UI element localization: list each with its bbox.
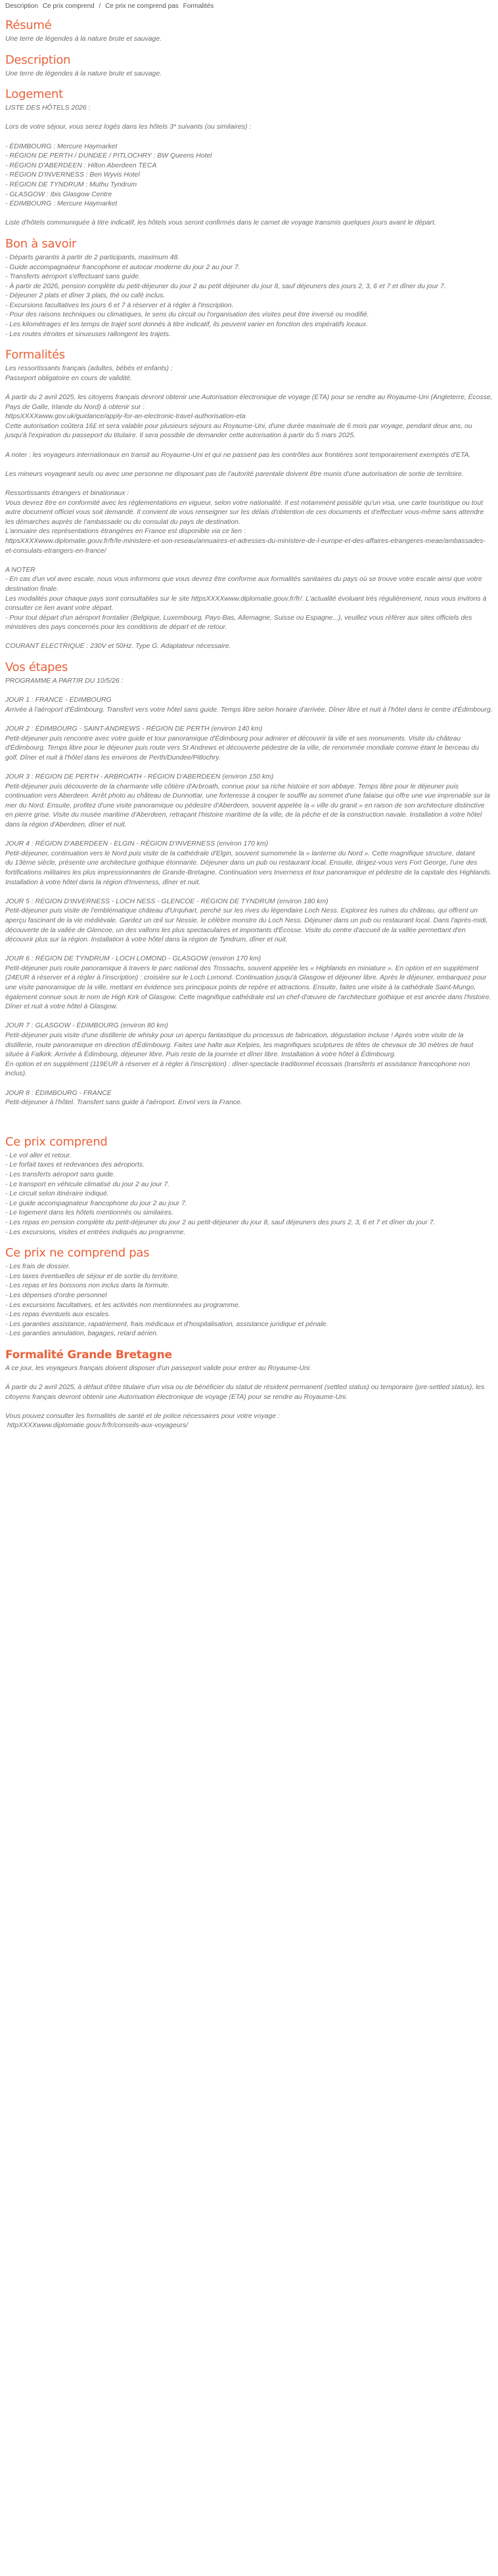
section-title-formalites: Formalités (5, 348, 65, 362)
breadcrumb-item-formalites[interactable]: Formalités (183, 3, 214, 10)
section-title-resume: Résumé (5, 18, 52, 32)
section-resume (5, 19, 493, 45)
section-title-bon-a-savoir: Bon à savoir (5, 236, 77, 251)
section-body-prix-ne-comprend-pas: - Les frais de dossier. - Les taxes éventuelles de séjour et de sortie du territoire. - Les repas et les boissons non inclus dans la formule. - Les dépenses d'ordre personnel - Les excursions facultatives, et les activités non mentionnées au programme. - Les repas éventuels aux escales. - Les garanties assistance, rapatriement, frais médicaux et d'hospitalisation, assistance juridique et pénale. - Les garanties annulation, bagages, retard aérien. (5, 1263, 328, 1338)
section-title-vos-etapes: Vos étapes (5, 660, 68, 675)
breadcrumb-separator: / (99, 3, 101, 10)
section-body-formalites: Les ressortissants français (adultes, bébés et enfants) : Passeport obligatoire en cours de validité. À partir du 2 avril 2025, les citoyens français devront obtenir une Autorisation électronique de voyage (ETA) pour se rendre au Royaume-Uni (Angleterre, Écosse, Pays de Galle, Irlande du Nord) à obtenir sur : httpsXXXXwww.gov.uk/guidance/apply-for-an-electronic-travel-authorisation-eta Cette autorisation coûtera 16£ et sera valable pour plusieurs séjours au Royaume-Uni, d'une durée maximale de 6 mois par voyage, pendant deux ans, ou jusqu'à l'expiration du passeport du titulaire. Il sera possible de demander cette autorisation à partir du 5 mars 2025. A noter : les voyageurs internationaux en transit au Royaume-Uni et qui ne passent pas les contrôles aux frontières sont temporairement exemptés d'ETA. Les mineurs voyageant seuls ou avec une personne ne disposant pas de l'autorité parentale doivent être munis d'une autorisation de sortie de territoire. Ressortissants étrangers et binationaux : Vous devrez être en conformité avec les réglementations en vigueur, selon votre nationalité. Il est notamment possible qu'un visa, une carte touristique ou tout autre document officiel vous soit demandé. Il convient de vous renseigner sur les délais d'obtention de ces documents et d'effectuer vous-même sans attendre les démarches auprès de l'ambassade ou du consulat du pays de destination. L'annuaire des représentations étrangères en France est disponible via ce lien : httpsXXXXwww.diplomatie.gouv.fr/fr/le-ministere-et-son-reseau/annuaires-et-adresses-du-ministere-de-l-europe-et-des-affaires-etrangeres-meae/ambassades-et-consulats-etrangers-en-france/ A NOTER - En cas d'un vol avec escale, nous vous informons que vous devrez être conforme aux formalités sanitaires du pays où se trouve votre escale ainsi que votre destination finale. Les modalités pour chaque pays sont consultables sur le site httpsXXXXwww.diplomatie.gouv.fr/fr/. L'actualité évoluant très régulièrement, nous vous invitons à consulter ce lien avant votre départ. - Pour tout départ d'un aéroport frontalier (Belgique, Luxembourg, Pays-Bas, Allemagne, Suisse ou Espagne...), veuillez vous référer aux sites officiels des ministères des pays concernés pour les conditions de départ et de retour. COURANT ELECTRIQUE : 230V et 50Hz. Type G. Adaptateur nécessaire. (5, 365, 493, 651)
section-body-bon-a-savoir: - Départs garantis à partir de 2 participants, maximum 48. - Guide accompagnateur francophone et autocar moderne du jour 2 au jour 7. - Transferts aéroport s'effectuant sans guide. - À partir de 2026, pension complète du petit-déjeuner du jour 2 au petit déjeuner du jour 8, sauf déjeuners des jours 2, 3, 6 et 7 et dîner du jour 7. - Déjeuner 2 plats et dîner 3 plats, thé ou café inclus. - Excursions facultatives les jours 6 et 7 à réserver et à régler à l'inscription. - Pour des raisons techniques ou climatiques, le sens du circuit ou l'organisation des visites peut être inversé ou modifié. - Les kilométrages et les temps de trajet sont donnés à titre indicatif, ils peuvent varier en fonction des impératifs locaux. - Les routes étroites et sinueuses rallongent les trajets. (5, 253, 446, 338)
section-title-prix-ne-comprend-pas: Ce prix ne comprend pas (5, 1246, 150, 1260)
section-prix-ne-comprend-pas (5, 1247, 493, 1339)
section-spacer (5, 1108, 493, 1127)
section-body-logement: LISTE DES HÔTELS 2026 : Lors de votre séjour, vous serez logés dans les hôtels 3* suivants (ou similaires) : - ÉDIMBOURG : Mercure Haymarket - RÉGION DE PERTH / DUNDEE / PITLOCHRY : BW Queens Hotel - RÉGION D'ABERDEEN : Hilton Aberdeen TECA - RÉGION D'INVERNESS : Ben Wyvis Hotel - RÉGION DE TYNDRUM : Muthu Tyndrum - GLASGOW : Ibis Glasgow Centre - ÉDIMBOURG : Mercure Haymarket Liste d'hôtels communiquée à titre indicatif, les hôtels vous seront confirmés dans le carnet de voyage transmis quelques jours avant le départ. (5, 104, 436, 227)
section-bon-a-savoir (5, 238, 493, 339)
section-title-logement: Logement (5, 87, 63, 102)
section-prix-comprend (5, 1136, 493, 1237)
breadcrumb-item-prix-comprend[interactable]: Ce prix comprend (42, 3, 95, 10)
section-title-description: Description (5, 53, 71, 67)
breadcrumb (5, 3, 493, 10)
breadcrumb-item-description[interactable]: Description (5, 3, 39, 10)
section-body-vos-etapes: PROGRAMME A PARTIR DU 10/5/26 : JOUR 1 : FRANCE - ÉDIMBOURG Arrivée à l'aéroport d'Édimbourg. Transfert vers votre hôtel sans guide. Temps libre selon horaire d'arrivée. Dîner libre et nuit à l'hôtel dans le centre d'Édimbourg. JOUR 2 : ÉDIMBOURG - SAINT-ANDREWS - RÉGION DE PERTH (environ 140 km) Petit-déjeuner puis rencontre avec votre guide et tour panoramique d'Édimbourg pour admirer et découvrir la ville et ses monuments. Visite du château d'Édimbourg. Temps libre pour le déjeuner puis route vers St Andrews et découverte pédestre de la ville, de renommée mondiale comme étant le berceau du golf. Dîner et nuit à l'hôtel dans les environs de Perth/Dundee/Pitlochry. JOUR 3 : RÉGION DE PERTH - ARBROATH - RÉGION D'ABERDEEN (environ 150 km) Petit-déjeuner puis découverte de la charmante ville côtière d'Arbroath, connue pour sa riche histoire et son abbaye. Temps libre pour le déjeuner puis continuation vers Aberdeen. Arrêt photo au château de Dunnottar, une forteresse à couper le souffle au sommet d'une falaise qui offre une vue imprenable sur la mer du Nord. Ensuite, profitez d'une visite panoramique ou pédestre d'Aberdeen, souvent appelée la « ville du granit » en raison de son architecture distinctive en pierre grise. Visite du musée maritime d'Aberdeen, retraçant l'histoire maritime de la ville, de la pêche et de la construction navale. Installation à votre hôtel dans la région d'Aberdeen, dîner et nuit. JOUR 4 : RÉGION D'ABERDEEN - ELGIN - RÉGION D'INVERNESS (environ 170 km) Petit-déjeuner, continuation vers le Nord puis visite de la cathédrale d'Elgin, souvent surnommée la « lanterne du Nord ». Cette magnifique structure, datant du 13ème siècle, présente une architecture gothique étonnante. Déjeuner dans un pub ou restaurant local. Ensuite, dirigez-vous vers Fort George, l'une des fortifications militaires les plus impressionnantes de Grande-Bretagne. Continuation vers Inverness et tour panoramique et pédestre de la capitale des Highlands. Installation à votre hôtel dans la région d'Inverness, dîner et nuit. JOUR 5 : RÉGION D'INVERNESS - LOCH NESS - GLENCOE - RÉGION DE TYNDRUM (environ 180 km) Petit-déjeuner puis visite de l'emblématique château d'Urquhart, perché sur les rives du légendaire Loch Ness. Explorez les ruines du château, qui offrent un aperçu fascinant de la vie médiévale. Gardez un œil sur Nessie, le célèbre monstre du Loch Ness. Déjeuner dans un pub ou restaurant local. Dans l'après-midi, découverte de la vallée de Glencoe, un des vallons les plus spectaculaires et importants d'Écosse. Visite du centre d'accueil de la vallée permettant d'en découvrir plus sur la région. Installation à votre hôtel dans la région de Tyndrum, dîner et nuit. JOUR 6 : RÉGION DE TYNDRUM - LOCH LOMOND - GLASGOW (environ 170 km) Petit-déjeuner puis route panoramique à travers le parc national des Trossachs, souvent appelée les « Highlands en miniature ». En option et en supplément (24EUR à réserver et à régler à l'inscription) : croisière sur le Loch Lomond. Continuation jusqu'à Glasgow et déjeuner libre. Après le déjeuner, embarquez pour une visite panoramique de la ville, mettant en évidence ses principaux points de repère et attractions. Ensuite, faites une visite à la cathédrale Saint-Mungo, également connue sous le nom de High Kirk of Glasgow. Cette magnifique cathédrale est un chef-d'œuvre de l'architecture gothique et est ancrée dans l'histoire. Dîner et nuit à votre hôtel à Glasgow. JOUR 7 : GLASGOW - ÉDIMBOURG (environ 80 km) Petit-déjeuner puis visite d'une distillerie de whisky pour un aperçu fantastique du processus de fabrication, dégustation incluse ! Après votre visite de la distillerie, route panoramique en direction d'Édimbourg. Faites une halte aux Kelpies, les magnifiques sculptures de têtes de chevaux de 30 mètres de haut située à Falkirk. Arrivée à Édimbourg, déjeuner libre. Puis reste de la journée et dîner libre. Installation à votre hôtel à Édimbourg. En option et en supplément (119EUR à réserver et à régler à l'inscription) : dîner-spectacle traditionnel écossais (transferts et assistance francophone non inclus). JOUR 8 : ÉDIMBOURG - FRANCE Petit-déjeuner à l'hôtel. Transfert sans guide à l'aéroport. Envol vers la France. (5, 677, 493, 1107)
section-vos-etapes (5, 661, 493, 1108)
section-body-prix-comprend: - Le vol aller et retour. - Le forfait taxes et redevances des aéroports. - Les transferts aéroport sans guide. - Le transport en véhicule climatisé du jour 2 au jour 7. - Le circuit selon itinéraire indiqué. - Le guide accompagnateur francophone du jour 2 au jour 7. - Le logement dans les hôtels mentionnés ou similaires. - Les repas en pension complète du petit-déjeuner du jour 2 au petit-déjeuner du jour 8, sauf déjeuners des jours 2, 3, 6 et 7 et dîner du jour 7. - Les excursions, visites et entrées indiqués au programme. (5, 1151, 436, 1236)
section-title-prix-comprend: Ce prix comprend (5, 1134, 108, 1149)
section-title-formalite-grande-bretagne: Formalité Grande Bretagne (5, 1348, 172, 1362)
section-body-formalite-grande-bretagne: A ce jour, les voyageurs français doivent disposer d'un passeport valide pour entrer au Royaume-Uni. À partir du 2 avril 2025, à défaut d'être titulaire d'un visa ou de bénéficier du statut de résident permanent (settled status) ou temporaire (pre-settled status), les citoyens français devront obtenir une Autorisation électronique de voyage (ETA) pour se rendre au Royaume-Uni. Vous pouvez consulter les formalités de santé et de police nécessaires pour votre voyage : httpXXXXwww.diplomatie.gouv.fr/fr/conseils-aux-voyageurs/ (5, 1364, 485, 1430)
breadcrumb-item-prix-ne-comprend-pas[interactable]: Ce prix ne comprend pas (105, 3, 179, 10)
section-logement (5, 88, 493, 228)
section-formalites (5, 349, 493, 652)
section-body-description: Une terre de légendes à la nature brute et sauvage. (5, 70, 162, 77)
section-description (5, 54, 493, 79)
section-body-resume: Une terre de légendes à la nature brute et sauvage. (5, 35, 162, 43)
section-formalite-grande-bretagne (5, 1348, 493, 1431)
